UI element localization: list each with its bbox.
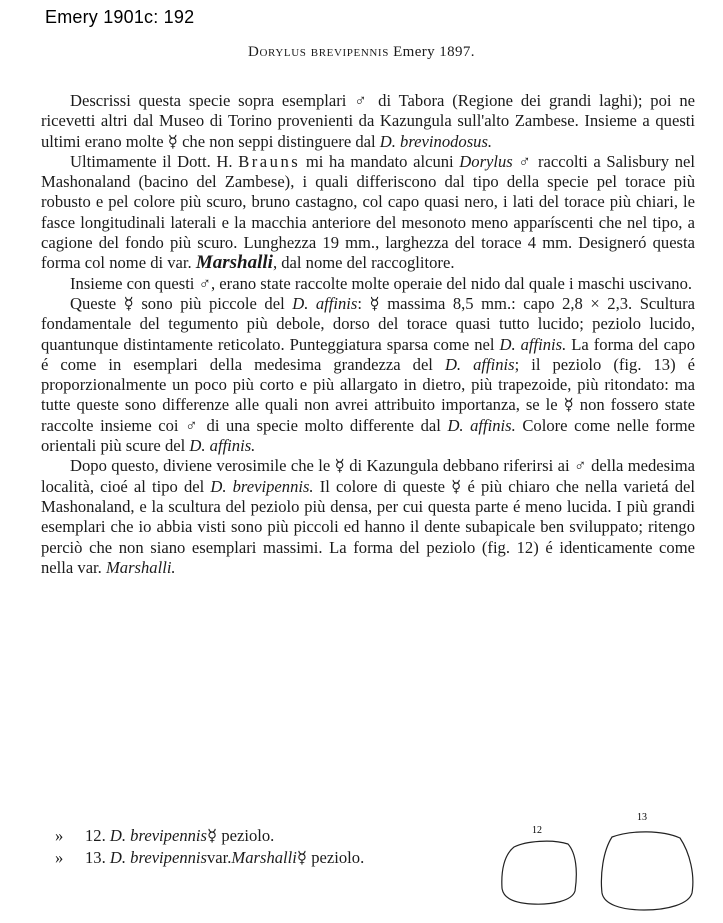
paragraph-text: La forma del capo é come in esemplari della medesima grandezza del (41, 334, 695, 374)
italic-taxon: D. affinis (444, 354, 515, 374)
italic-taxon: Marshalli. (105, 557, 176, 577)
paragraph-1 (41, 91, 695, 152)
paragraph-5 (41, 456, 695, 578)
paragraph-text: : ☿ massima 8,5 mm.: capo 2,8 × 2,3. Scultura fondamentale del tegumento più debole, dorso del torace quasi tutto lucido; peziolo lucido, quantunque distintamente reticolato. Punteggiatura sparsa come nel (41, 293, 696, 354)
petiole-drawings (492, 803, 702, 913)
paragraph-4 (41, 294, 695, 456)
collector-name: Brauns (238, 151, 301, 171)
paragraph-text: ; il peziolo (fig. 13) é proporzionalmente un poco più corto e più allargato in dietro, più trapezoide, più ritondato: ma tutte queste sono differenze alle quali non avrei attribuito importanza, se le ☿ non fossero state raccolte insieme coi ♂ di una specie molto differente dal (41, 354, 695, 435)
paragraph-text: , dal nome del raccoglitore. (272, 253, 455, 273)
petiole-outline-13 (601, 832, 692, 910)
paragraph-text: Insieme con questi ♂, erano state raccolte molte operaie del nido dal quale i maschi uscivano. (70, 273, 693, 293)
species-title (0, 44, 723, 61)
italic-taxon: D. affinis. (447, 415, 516, 435)
petiole-figures (492, 803, 702, 913)
paragraph-text: Queste ☿ sono più piccole del (70, 293, 293, 313)
species-name: Dorylus brevipennis (248, 44, 389, 60)
figure-label-12: 12 (532, 825, 542, 836)
paragraph-3 (41, 274, 695, 294)
figure-caption-13 (55, 847, 495, 869)
figure-number: 13. (85, 848, 106, 867)
paragraph-text: Il colore di queste ☿ é più chiaro che nella varietá del Mashonaland, e la scultura del peziolo più densa, per cui questa parte é meno lucida. I più grandi esemplari che io abbia visti sono più piccoli ed hanno il dente subapicale ben sviluppato; ritengo perciò che non siano esemplari massimi. La forma del peziolo (fig. 12) é identicamente come nella var. (41, 476, 695, 577)
italic-taxon: D. affinis (292, 293, 358, 313)
paragraph-2 (41, 152, 695, 274)
italic-taxon: D. brevipennis (109, 826, 207, 845)
citation-header: Emery 1901c: 192 (45, 7, 195, 27)
italic-taxon: D. brevipennis (109, 848, 207, 867)
paragraph-text: Descrissi questa specie sopra esemplari ♂ di Tabora (Regione dei grandi laghi); poi ne ricevetti altri dal Museo di Torino provenienti da Kazungula sull'alto Zambese. Insieme a questi ultimi erano molte ☿ che non seppi distinguere dal (41, 91, 695, 151)
caption-text: ☿ peziolo. (296, 848, 365, 867)
body-text (41, 91, 695, 578)
paragraph-text: Ultimamente il Dott. H. (70, 151, 239, 171)
italic-taxon: Dorylus (459, 151, 513, 171)
italic-taxon: D. affinis. (189, 436, 256, 456)
italic-variety: Marshalli (231, 848, 297, 867)
figure-label-13: 13 (637, 812, 647, 823)
italic-taxon: D. brevipennis. (210, 476, 314, 496)
petiole-outline-12 (502, 841, 577, 904)
figure-captions (55, 825, 495, 869)
italic-taxon: D. brevinodosus. (379, 131, 493, 151)
paragraph-text: mi ha mandato alcuni (300, 151, 460, 171)
caption-text: var. (207, 848, 232, 867)
ditto-mark: » (55, 848, 64, 867)
ditto-mark: » (55, 826, 64, 845)
caption-text: ☿ peziolo. (207, 826, 275, 845)
paragraph-text: ♂ raccolti a Salisbury nel Mashonaland (bacino del Zambese), i quali differiscono dal tipo della specie pel torace più robusto e pel colore più scuro, bruno castagno, col capo quasi nero, i lati del torace più chiari, le fasce longitudinali laterali e la macchia anteriore del mesonoto meno apparíscenti che nel tipo, a cagione del fondo più scuro. Lunghezza 19 mm., larghezza del torace 4 mm. Designeró questa forma col nome di var. (41, 151, 695, 273)
italic-taxon: D. affinis. (499, 334, 567, 354)
figure-caption-12 (55, 825, 495, 847)
variety-name: Marshalli (195, 252, 273, 274)
species-author: Emery 1897. (393, 44, 475, 60)
paragraph-text: Dopo questo, diviene verosimile che le ☿ di Kazungula debbano riferirsi ai ♂ della medesima località, cioé al tipo del (41, 456, 695, 496)
paragraph-text: Colore come nelle forme orientali più scure del (41, 415, 696, 456)
figure-number: 12. (85, 826, 106, 845)
